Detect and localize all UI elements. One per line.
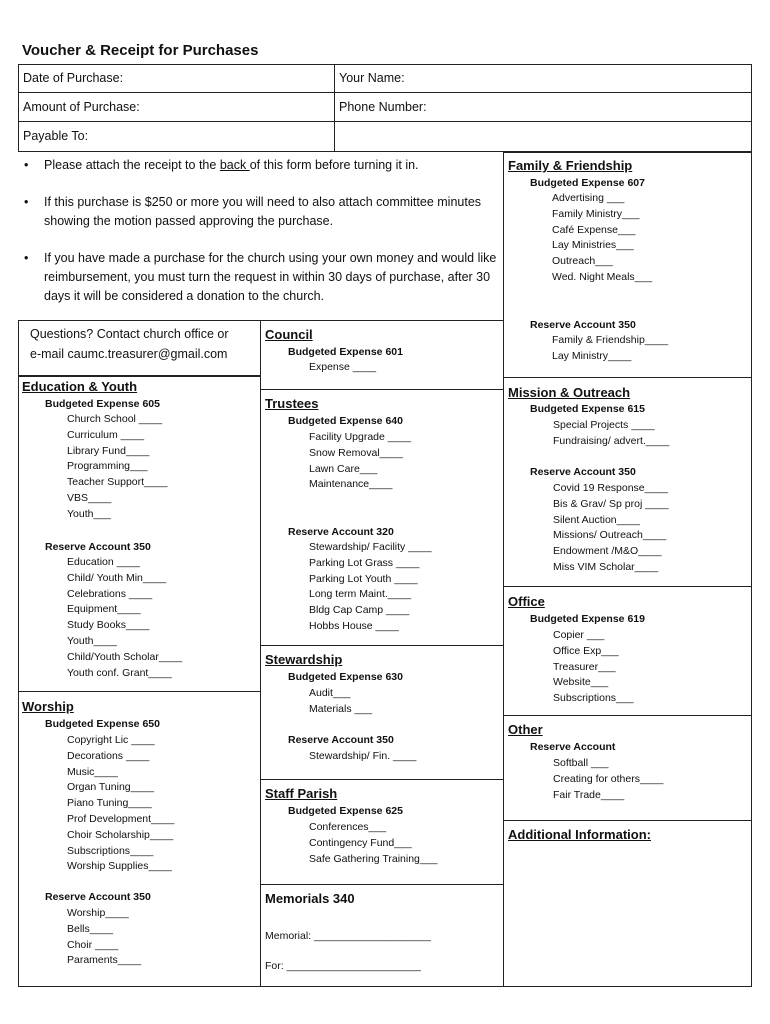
payable-to-field[interactable]: Payable To: (23, 129, 89, 143)
line-item[interactable]: Lay Ministry____ (552, 349, 632, 362)
phone-number-field[interactable]: Phone Number: (339, 100, 427, 114)
line-item[interactable]: Maintenance____ (309, 478, 393, 491)
line-item[interactable]: Education ____ (67, 556, 140, 568)
line-item[interactable]: Stewardship/ Facility ____ (309, 541, 432, 553)
memorial-field[interactable]: Memorial: ____________________ (265, 930, 431, 942)
line-item[interactable]: Parking Lot Youth ____ (309, 572, 418, 585)
page-title: Voucher & Receipt for Purchases (22, 42, 259, 59)
stewardship-reserve: Reserve Account 350 (288, 734, 394, 746)
line-item[interactable]: Safe Gathering Training___ (309, 852, 438, 865)
for-field[interactable]: For: _______________________ (265, 960, 421, 972)
line-item[interactable]: Parking Lot Grass ____ (309, 556, 420, 569)
line-item[interactable]: Copier ___ (553, 629, 605, 641)
line-item[interactable]: Prof Development____ (67, 813, 175, 825)
trustees-reserve: Reserve Account 320 (288, 526, 394, 538)
line-item[interactable]: Worship____ (67, 907, 129, 919)
line-item[interactable]: Treasurer___ (553, 660, 616, 673)
line-item[interactable]: Youth____ (67, 635, 117, 647)
line-item[interactable]: Church School ____ (67, 413, 163, 425)
line-item[interactable]: Family Ministry___ (552, 207, 640, 220)
education-budget: Budgeted Expense 605 (45, 398, 160, 410)
additional-info-box[interactable] (503, 820, 752, 987)
memorials-title: Memorials 340 (265, 891, 355, 906)
line-item[interactable]: Bells____ (67, 922, 114, 935)
education-reserve: Reserve Account 350 (45, 541, 151, 553)
line-item[interactable]: Programming___ (67, 460, 148, 473)
line-item[interactable]: Silent Auction____ (553, 513, 640, 526)
line-item[interactable]: Fair Trade____ (553, 788, 625, 801)
office-budget: Budgeted Expense 619 (530, 613, 645, 625)
line-item[interactable]: Youth___ (67, 507, 111, 520)
amount-of-purchase-field[interactable]: Amount of Purchase: (23, 100, 140, 114)
mission-budget: Budgeted Expense 615 (530, 403, 645, 415)
contact-email[interactable]: e-mail caumc.treasurer@gmail.com (30, 347, 228, 361)
line-item[interactable]: Snow Removal____ (309, 446, 403, 459)
line-item[interactable]: Curriculum ____ (67, 428, 145, 441)
family-reserve: Reserve Account 350 (530, 319, 636, 331)
line-item[interactable]: Expense ____ (309, 361, 377, 373)
payable-to-value[interactable] (335, 122, 751, 150)
date-of-purchase-field[interactable]: Date of Purchase: (23, 71, 124, 85)
worship-title: Worship (22, 699, 74, 714)
contact-line: Questions? Contact church office or (30, 327, 229, 341)
staff-parish-budget: Budgeted Expense 625 (288, 805, 403, 817)
line-item[interactable]: Fundraising/ advert.____ (553, 434, 670, 447)
line-item[interactable]: Piano Tuning____ (67, 797, 152, 810)
line-item[interactable]: Endowment /M&O____ (553, 545, 662, 558)
line-item[interactable]: Family & Friendship____ (552, 334, 669, 346)
line-item[interactable]: Worship Supplies____ (67, 860, 172, 873)
council-title: Council (265, 327, 313, 342)
other-title: Other (508, 722, 543, 737)
line-item[interactable]: Celebrations ____ (67, 587, 153, 600)
line-item[interactable]: Bis & Grav/ Sp proj ____ (553, 497, 669, 510)
line-item[interactable]: Miss VIM Scholar____ (553, 561, 659, 573)
council-budget: Budgeted Expense 601 (288, 346, 403, 358)
instruction-item: • If you have made a purchase for the church using your own money and would like reimbursement, you must turn the request in within 30 days of purchase, after 30 days it will be considered a donation to the church. (22, 249, 502, 306)
line-item[interactable]: Materials ___ (309, 702, 373, 715)
mission-title: Mission & Outreach (508, 385, 631, 400)
line-item[interactable]: Lawn Care___ (309, 462, 378, 475)
line-item[interactable]: Paraments____ (67, 954, 142, 967)
trustees-title: Trustees (265, 396, 319, 411)
line-item[interactable]: Office Exp___ (553, 644, 619, 657)
line-item[interactable]: Special Projects ____ (553, 419, 655, 431)
line-item[interactable]: Long term Maint.____ (309, 588, 412, 601)
stewardship-title: Stewardship (265, 652, 343, 667)
line-item[interactable]: Audit___ (309, 687, 351, 699)
line-item[interactable]: Creating for others____ (553, 772, 664, 785)
additional-info-title: Additional Information: (508, 827, 651, 842)
line-item[interactable]: Choir Scholarship____ (67, 828, 174, 841)
line-item[interactable]: Softball ___ (553, 757, 609, 769)
line-item[interactable]: Study Books____ (67, 619, 150, 632)
line-item[interactable]: Music____ (67, 765, 118, 778)
line-item[interactable]: Decorations ____ (67, 749, 150, 762)
other-reserve: Reserve Account (530, 741, 616, 753)
line-item[interactable]: Advertising ___ (552, 192, 625, 204)
line-item[interactable]: Wed. Night Meals___ (552, 271, 653, 283)
line-item[interactable]: Child/Youth Scholar____ (67, 650, 183, 663)
line-item[interactable]: Café Expense___ (552, 223, 636, 236)
mission-reserve: Reserve Account 350 (530, 466, 636, 478)
line-item[interactable]: Organ Tuning____ (67, 781, 154, 794)
stewardship-budget: Budgeted Expense 630 (288, 671, 403, 683)
line-item[interactable]: Conferences___ (309, 821, 387, 833)
line-item[interactable]: Outreach___ (552, 255, 613, 268)
line-item[interactable]: VBS____ (67, 492, 112, 504)
line-item[interactable]: Lay Ministries___ (552, 239, 634, 252)
instruction-item: • Please attach the receipt to the back of this form before turning it in. (22, 156, 502, 175)
trustees-budget: Budgeted Expense 640 (288, 415, 403, 427)
line-item[interactable]: Missions/ Outreach____ (553, 529, 667, 542)
line-item[interactable]: Youth conf. Grant____ (67, 666, 172, 679)
instructions (22, 156, 502, 324)
worship-reserve: Reserve Account 350 (45, 891, 151, 903)
line-item[interactable]: Stewardship/ Fin. ____ (309, 750, 417, 762)
line-item[interactable]: Equipment____ (67, 603, 141, 616)
line-item[interactable]: Library Fund____ (67, 444, 150, 457)
instruction-item: • If this purchase is $250 or more you will need to also attach committee minutes showing the motion passed approving the purchase. (22, 193, 502, 231)
line-item[interactable]: Copyright Lic ____ (67, 734, 155, 746)
worship-budget: Budgeted Expense 650 (45, 718, 160, 730)
line-item[interactable]: Covid 19 Response____ (553, 482, 668, 494)
staff-parish-title: Staff Parish (265, 786, 338, 801)
line-item[interactable]: Bldg Cap Camp ____ (309, 604, 410, 617)
line-item[interactable]: Teacher Support____ (67, 476, 168, 489)
office-title: Office (508, 594, 545, 609)
family-budget: Budgeted Expense 607 (530, 177, 645, 189)
line-item[interactable]: Choir ____ (67, 938, 119, 951)
your-name-field[interactable]: Your Name: (339, 71, 405, 85)
line-item[interactable]: Hobbs House ____ (309, 620, 399, 632)
line-item[interactable]: Child/ Youth Min____ (67, 571, 167, 584)
line-item[interactable]: Subscriptions____ (67, 844, 154, 857)
line-item[interactable]: Contingency Fund___ (309, 836, 412, 849)
family-title: Family & Friendship (508, 158, 633, 173)
line-item[interactable]: Facility Upgrade ____ (309, 431, 412, 443)
line-item[interactable]: Website___ (553, 676, 609, 689)
line-item[interactable]: Subscriptions___ (553, 692, 634, 705)
education-title: Education & Youth (22, 379, 138, 394)
